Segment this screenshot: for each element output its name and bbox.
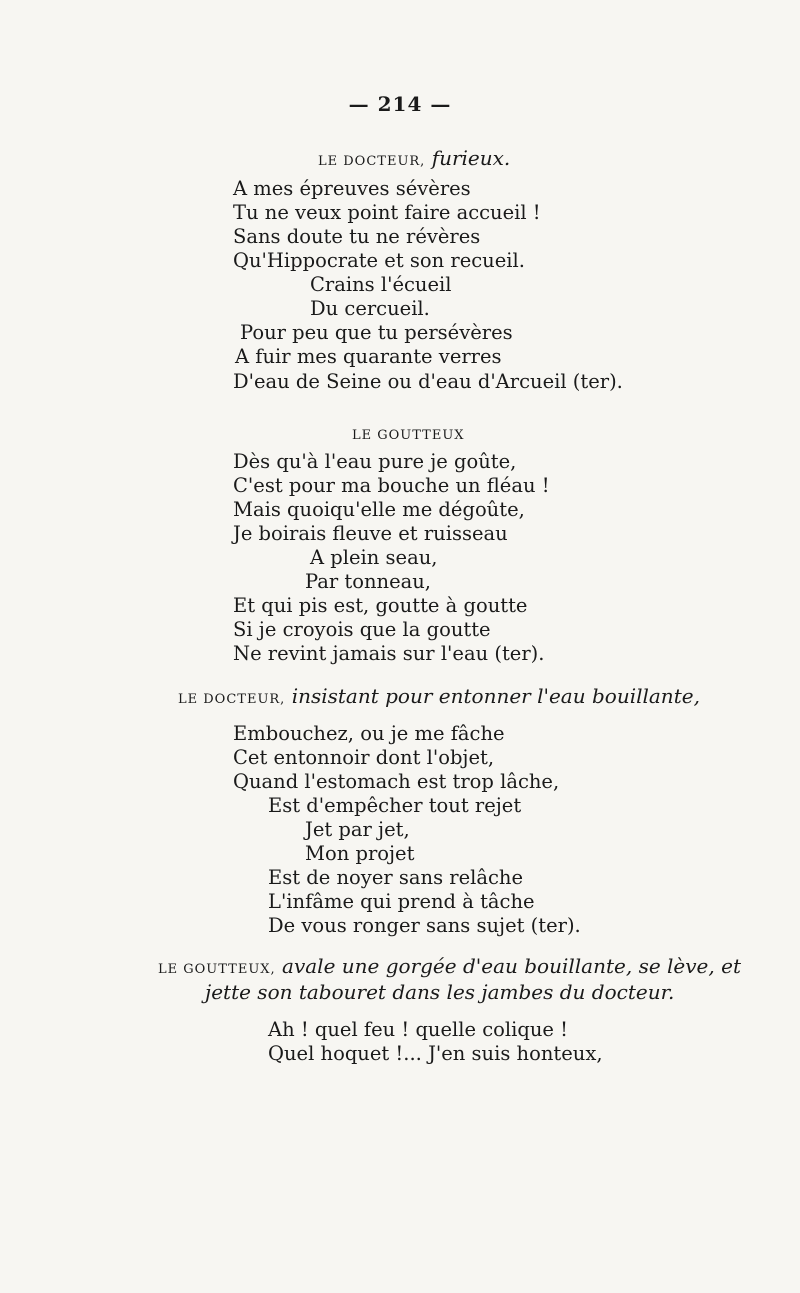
verse-line: Est d'empêcher tout rejet	[268, 794, 522, 817]
verse-line: Jet par jet,	[305, 818, 410, 841]
verse-line: Pour peu que tu persévères	[240, 321, 513, 344]
verse-line: A fuir mes quarante verres	[235, 345, 502, 368]
verse-line: Tu ne veux point faire accueil !	[233, 201, 541, 224]
verse-line: Embouchez, ou je me fâche	[233, 722, 505, 745]
speaker-heading	[318, 146, 510, 170]
verse-line: De vous ronger sans sujet (ter).	[268, 914, 581, 937]
verse-line: D'eau de Seine ou d'eau d'Arcueil (ter).	[233, 370, 623, 393]
verse-line: L'infâme qui prend à tâche	[268, 890, 535, 913]
verse-line: Quand l'estomach est trop lâche,	[233, 770, 560, 793]
verse-line: Ah ! quel feu ! quelle colique !	[268, 1018, 568, 1041]
verse-line: Mais quoiqu'elle me dégoûte,	[233, 498, 525, 521]
verse-line: Sans doute tu ne révères	[233, 225, 481, 248]
speaker-name: LE GOUTTEUX	[352, 428, 465, 443]
verse-line: Quel hoquet !... J'en suis honteux,	[268, 1042, 603, 1065]
verse-line: A plein seau,	[310, 546, 438, 569]
stage-direction: avale une gorgée d'eau bouillante, se lève, et	[282, 954, 741, 978]
verse-line: A mes épreuves sévères	[233, 177, 471, 200]
speaker-heading	[352, 420, 465, 444]
speaker-name: LE GOUTTEUX,	[158, 962, 276, 977]
speaker-heading	[158, 954, 741, 978]
verse-line: Est de noyer sans relâche	[268, 866, 524, 889]
verse-line: Mon projet	[305, 842, 415, 865]
verse-line: Et qui pis est, goutte à goutte	[233, 594, 528, 617]
stage-direction: insistant pour entonner l'eau bouillante,	[291, 684, 700, 708]
verse-line: Cet entonnoir dont l'objet,	[233, 746, 495, 769]
stage-direction-continued: jette son tabouret dans les jambes du docteur.	[205, 980, 675, 1004]
speaker-name: LE DOCTEUR,	[178, 692, 286, 707]
verse-line: Si je croyois que la goutte	[233, 618, 491, 641]
speaker-heading	[178, 684, 700, 708]
verse-line: Du cercueil.	[310, 297, 430, 320]
verse-line: Dès qu'à l'eau pure je goûte,	[233, 450, 517, 473]
stage-direction: furieux.	[431, 146, 511, 170]
verse-line: Crains l'écueil	[310, 273, 452, 296]
verse-line: Ne revint jamais sur l'eau (ter).	[233, 642, 545, 665]
verse-line: Je boirais fleuve et ruisseau	[233, 522, 508, 545]
verse-line: C'est pour ma bouche un fléau !	[233, 474, 550, 497]
verse-line: Qu'Hippocrate et son recueil.	[233, 249, 525, 272]
speaker-name: LE DOCTEUR,	[318, 154, 426, 169]
page-number: — 214 —	[348, 92, 452, 116]
verse-line: Par tonneau,	[305, 570, 432, 593]
